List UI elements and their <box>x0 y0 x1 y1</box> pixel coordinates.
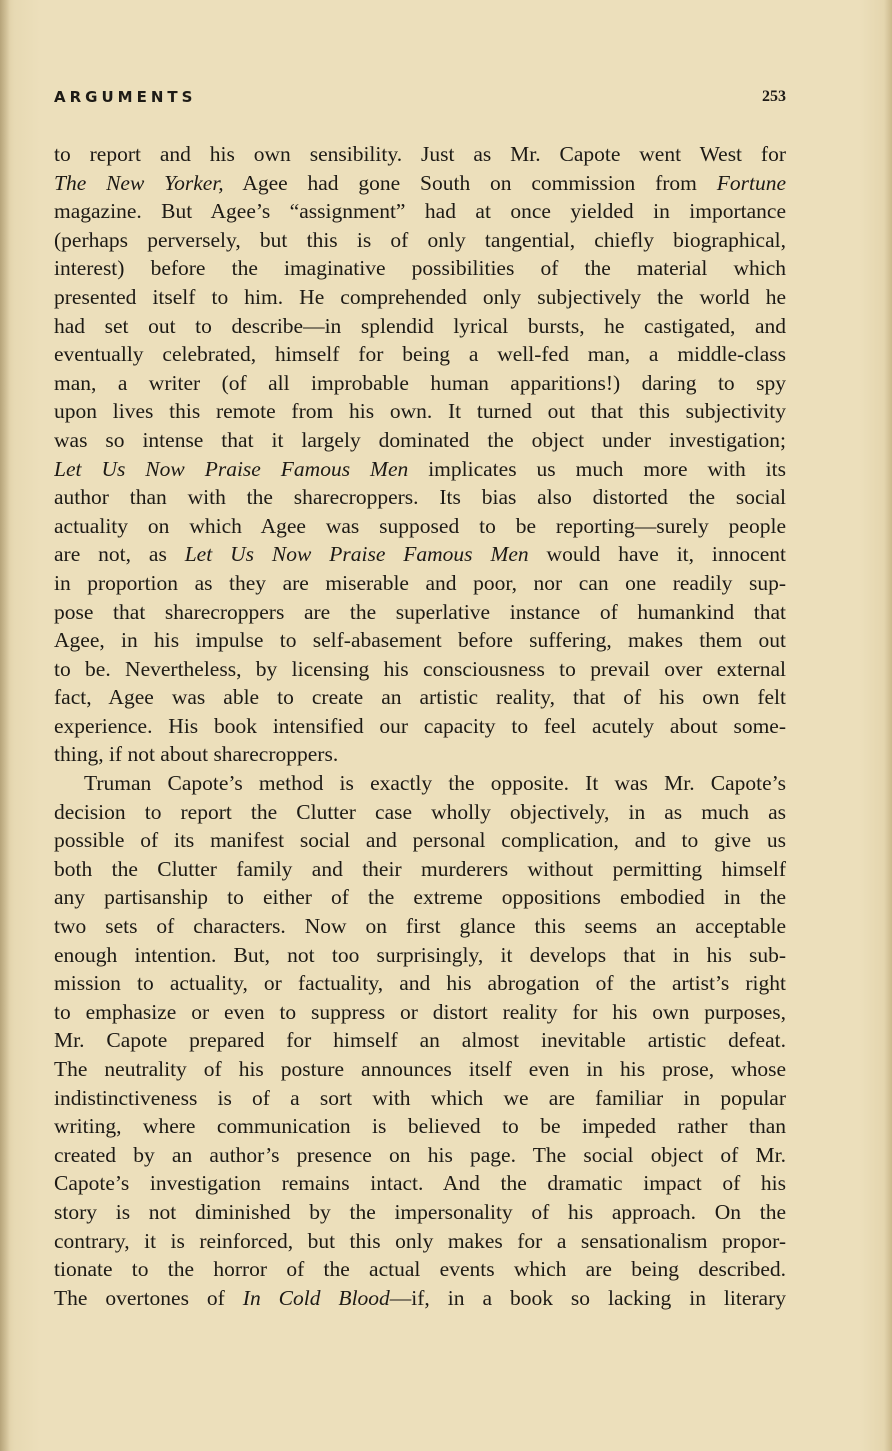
text-segment: indistinctiveness is of a sort with which we are familiar in popular <box>54 1085 786 1110</box>
text-line <box>54 369 786 398</box>
text-line <box>54 798 786 827</box>
text-segment: fact, Agee was able to create an artistic reality, that of his own felt <box>54 685 786 710</box>
text-line <box>54 1026 786 1055</box>
text-line <box>54 969 786 998</box>
running-head <box>54 88 786 110</box>
text-line <box>54 569 786 598</box>
text-segment: enough intention. But, not too surprisingly, it develops that in his sub- <box>54 942 786 967</box>
page-number: 253 <box>762 88 786 105</box>
text-segment: contrary, it is reinforced, but this only makes for a sensationalism propor- <box>54 1228 786 1253</box>
text-line <box>54 169 786 198</box>
text-line <box>54 540 786 569</box>
text-segment: man, a writer (of all improbable human apparitions!) daring to spy <box>54 370 786 395</box>
text-segment: writing, where communication is believed to be impeded rather than <box>54 1114 786 1139</box>
text-line <box>54 426 786 455</box>
text-segment: possible of its manifest social and personal complication, and to give us <box>54 828 786 853</box>
text-line <box>54 140 786 169</box>
italic-title-text: Fortune <box>716 170 786 195</box>
text-segment: Mr. Capote prepared for himself an almost inevitable artistic defeat. <box>54 1028 786 1053</box>
text-segment: Agee had gone South on commission from <box>223 170 717 195</box>
text-line <box>54 769 786 798</box>
text-line <box>54 683 786 712</box>
text-line <box>54 226 786 255</box>
text-segment: decision to report the Clutter case wholly objectively, in as much as <box>54 799 786 824</box>
text-segment: actuality on which Agee was supposed to be reporting—surely people <box>54 513 786 538</box>
text-line <box>54 1084 786 1113</box>
text-line <box>54 1198 786 1227</box>
text-segment: story is not diminished by the impersonality of his approach. On the <box>54 1199 786 1224</box>
text-segment: had set out to describe—in splendid lyrical bursts, he castigated, and <box>54 313 786 338</box>
text-segment: both the Clutter family and their murderers without permitting himself <box>54 856 786 881</box>
text-segment: two sets of characters. Now on first glance this seems an acceptable <box>54 914 786 939</box>
text-segment: was so intense that it largely dominated the object under investigation; <box>54 427 786 452</box>
text-segment: to be. Nevertheless, by licensing his consciousness to prevail over external <box>54 656 786 681</box>
text-line <box>54 397 786 426</box>
text-line <box>54 712 786 741</box>
text-segment: any partisanship to either of the extreme oppositions embodied in the <box>54 885 786 910</box>
italic-title-text: In Cold Blood <box>242 1285 390 1310</box>
text-line <box>54 312 786 341</box>
text-segment: author than with the sharecroppers. Its bias also distorted the social <box>54 485 786 510</box>
text-segment: implicates us much more with its <box>408 456 786 481</box>
text-segment: to report and his own sensibility. Just as Mr. Capote went West for <box>54 142 786 166</box>
text-segment: Truman Capote’s method is exactly the opposite. It was Mr. Capote’s <box>84 771 786 796</box>
text-line <box>54 826 786 855</box>
body-text <box>54 140 786 1312</box>
text-line <box>54 1284 786 1313</box>
italic-title-text: Let Us Now Praise Famous Men <box>54 456 409 481</box>
text-segment: Agee, in his impulse to self-abasement before suffering, makes them out <box>54 628 786 653</box>
text-line <box>54 626 786 655</box>
text-line <box>54 254 786 283</box>
text-segment: magazine. But Agee’s “assignment” had at once yielded in importance <box>54 199 786 224</box>
text-segment: pose that sharecroppers are the superlative instance of humankind that <box>54 599 786 624</box>
text-line <box>54 855 786 884</box>
text-line <box>54 197 786 226</box>
text-line <box>54 912 786 941</box>
text-line <box>54 998 786 1027</box>
text-line <box>54 1227 786 1256</box>
text-line <box>54 1255 786 1284</box>
text-segment: are not, as <box>54 542 185 567</box>
text-segment: Capote’s investigation remains intact. And the dramatic impact of his <box>54 1171 786 1196</box>
text-segment: presented itself to him. He comprehended only subjectively the world he <box>54 284 786 309</box>
text-segment: tionate to the horror of the actual events which are being described. <box>54 1257 786 1282</box>
text-line <box>54 283 786 312</box>
text-line <box>54 740 786 769</box>
text-segment: The neutrality of his posture announces itself even in his prose, whose <box>54 1057 786 1081</box>
italic-title-text: Let Us Now Praise Famous Men <box>184 542 529 567</box>
text-line <box>54 1169 786 1198</box>
text-line <box>54 483 786 512</box>
text-line <box>54 512 786 541</box>
text-segment: in proportion as they are miserable and poor, nor can one readily sup- <box>54 570 786 595</box>
text-segment: —if, in a book so lacking in literary <box>389 1285 786 1310</box>
text-line <box>54 883 786 912</box>
text-line <box>54 941 786 970</box>
text-line <box>54 1141 786 1170</box>
text-line <box>54 1112 786 1141</box>
text-line <box>54 655 786 684</box>
text-segment: created by an author’s presence on his page. The social object of Mr. <box>54 1142 786 1167</box>
text-segment: thing, if not about sharecroppers. <box>54 742 339 767</box>
text-line <box>54 598 786 627</box>
text-line <box>54 1055 786 1084</box>
text-segment: to emphasize or even to suppress or distort reality for his own purposes, <box>54 999 786 1024</box>
text-segment: eventually celebrated, himself for being a well-fed man, a middle-class <box>54 342 786 367</box>
text-segment: experience. His book intensified our capacity to feel acutely about some- <box>54 713 786 738</box>
text-segment: (perhaps perversely, but this is of only tangential, chiefly biographical, <box>54 227 786 252</box>
spine-shadow <box>0 0 10 1451</box>
text-segment: upon lives this remote from his own. It turned out that this subjectivity <box>54 399 786 424</box>
text-segment: The overtones of <box>54 1285 243 1310</box>
running-title: ARGUMENTS <box>54 88 197 106</box>
text-line <box>54 455 786 484</box>
text-line <box>54 340 786 369</box>
text-segment: mission to actuality, or factuality, and his abrogation of the artist’s right <box>54 971 786 996</box>
italic-title-text: The New Yorker, <box>54 170 224 195</box>
text-segment: would have it, innocent <box>528 542 786 567</box>
text-segment: interest) before the imaginative possibilities of the material which <box>54 256 786 281</box>
